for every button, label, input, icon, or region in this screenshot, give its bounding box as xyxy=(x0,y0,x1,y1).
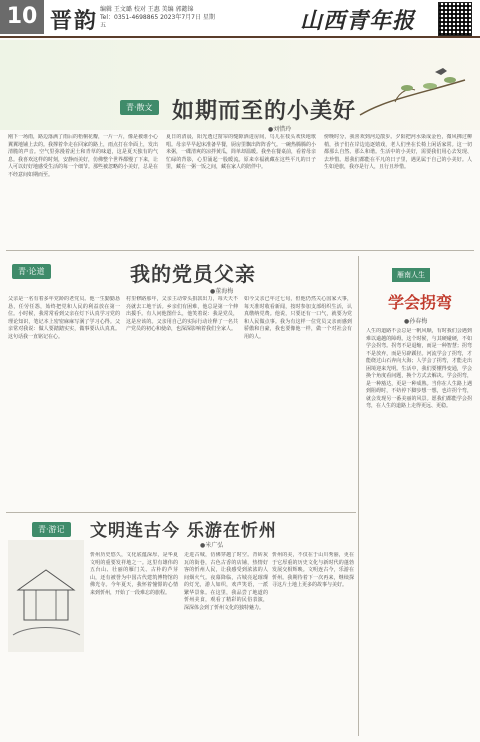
page-header xyxy=(0,0,480,38)
article3-author: ●米广弘 xyxy=(200,542,224,549)
article1-title: 如期而至的小美好 xyxy=(172,99,357,124)
sidebar-author: ●孙春梅 xyxy=(404,318,428,325)
article3-column-2: 走进古城，仿佛穿越了时空。青砖灰瓦的街巷，古色古香的店铺，热情好客的忻州人民，让我感受到浓浓的人间烟火气。夜幕降临，古城亮起璀璨的灯光，游人如织，欢声笑语，一派繁华景象。在这里，我品尝了地道的忻州美食，观看了精彩的民俗表演，深深体会到了忻州文化的独特魅力。 xyxy=(184,552,268,611)
article3-title: 文明连古今 乐游在忻州 xyxy=(90,521,277,541)
article2-column-1: 父亲是一名有着多年党龄的老党员。他一生勤勤恳恳，任劳任怨，始终把党和人民的利益放在第一位。小时候，我常常看到父亲在灯下认真学习党的理论知识，笔记本上密密麻麻写满了学习心得。父亲常对我说：做人要踏踏实实，做事要认认真真。这句话我一直铭记在心。 xyxy=(8,296,120,340)
article2-column-2: 村里修路那年，父亲主动带头捐款出力，每天天不亮就去工地干活。乡亲们有困难，他总是第一个伸出援手。有人问他图什么，他笑着说：我是党员，这是应该的。父亲用自己的实际行动诠释了一名共产党员的初心和使命，也深深影响着我们全家人。 xyxy=(126,296,238,332)
qr-code-icon xyxy=(438,2,472,36)
article1-tag: 青·散文 xyxy=(120,100,159,115)
staff-info xyxy=(100,6,220,30)
article2-tag: 青·论道 xyxy=(12,264,51,279)
article2-author: ●董海梅 xyxy=(210,288,234,295)
divider xyxy=(6,512,356,513)
article3-tag: 青·游记 xyxy=(32,522,71,537)
staff-line-1: 编辑 王文璐 校对 王惠 美编 郭懿锦 xyxy=(100,6,194,13)
staff-line-2: Tel：0351-4698865 2023年7月7日 星期五 xyxy=(100,14,215,29)
article1-column-1: 刚下一场雨，路边落满了雨后的梧桐花瓣，一片一片，像是被谁小心翼翼地铺上去的。我撑着伞走在回家的路上，雨点打在伞面上，发出清脆的声音。空气里弥漫着泥土和青草的味道，这是夏天独有的气息。我喜欢这样的时刻，安静而美好，仿佛整个世界都慢了下来，让人可以好好地感受生活的每一个细节。那些被忽略的小美好，总是在不经意间如期而至。 xyxy=(8,134,158,178)
article1-column-3: 傍晚时分，我喜欢到河边散步。夕阳把河水染成金色，微风拂过柳梢，孩子们在岸边追逐嬉戏，老人们坐在长椅上闲话家常。这一切都那么自然、那么和谐。生活中的小美好，需要我们用心去发现、去珍惜。愿我们都能在平凡的日子里，遇见属于自己的小美好。人生如逆旅，我亦是行人，且行且珍惜。 xyxy=(324,134,472,170)
article3-column-3: 忻州的美，不仅在于山川秀丽，更在于它厚重的历史文化与新时代的蓬勃发展交相辉映。文明连古今，乐游在忻州。我期待着下一次再来，继续探寻这片土地上更多的故事与美好。 xyxy=(272,552,354,588)
divider xyxy=(6,250,474,251)
newspaper-brand: 山西青年报 xyxy=(300,8,416,34)
temple-illustration-icon xyxy=(8,540,84,652)
sidebar-tag: 雁南人生 xyxy=(392,268,430,282)
branch-bird-illustration-icon xyxy=(355,60,470,125)
article3-column-1: 忻州历史悠久，文化底蕴深厚，是华夏文明的重要发祥地之一。这里有雄伟的五台山、壮丽的雁门关、古朴的芦芽山，还有被誉为中国古代建筑博物馆的佛光寺。今年夏天，我怀着憧憬的心情来到忻州，开始了一段难忘的旅程。 xyxy=(90,552,178,596)
section-name: 晋韵 xyxy=(50,8,99,34)
sidebar-text: 人生的道路不会总是一帆风顺，有时我们会遇到难以逾越的障碍。这个时候，与其硬碰硬，不如学会拐弯。拐弯不是退缩，而是一种智慧；拐弯不是放弃，而是另辟蹊径。河流学会了拐弯，才能绕过山石奔向大海；人学会了拐弯，才能走出困境迎来光明。生活中，我们要懂得变通，学会换个角度看问题，换个方式去解决。学会拐弯，是一种豁达，更是一种成熟。当你在人生路上遇到阻碍时，不妨停下脚步想一想，也许拐个弯，就会发现另一番美丽的风景。愿我们都能学会拐弯，在人生的道路上走得更远、更稳。 xyxy=(366,328,472,409)
article2-column-3: 如今父亲已年过七旬，但他仍然关心国家大事，每天准时收看新闻，按时参加支部组织生活，认真缴纳党费。他说，只要还有一口气，就要为党和人民做点事。我为有这样一位党员父亲而感到骄傲和自豪，我也要像他一样，做一个对社会有用的人。 xyxy=(244,296,352,340)
page-number: 10 xyxy=(0,0,44,34)
column-divider xyxy=(358,256,359,736)
sidebar-title: 学会拐弯 xyxy=(388,293,453,312)
article1-author: ●刘惜玲 xyxy=(268,126,292,133)
article1-column-2: 夏日的清晨，阳光透过窗帘的缝隙洒进房间，鸟儿在枝头欢快地歌唱。母亲早早起床准备早餐，厨房里飘出阵阵香气。一碗热腾腾的小米粥，一碟清爽的凉拌黄瓜，简单却温暖。我坐在餐桌前，看着母亲忙碌的背影，心里涌起一股暖流。原来幸福就藏在这些平凡的日子里，藏在一粥一饭之间，藏在家人的陪伴中。 xyxy=(166,134,316,170)
article2-title: 我的党员父亲 xyxy=(130,262,256,286)
